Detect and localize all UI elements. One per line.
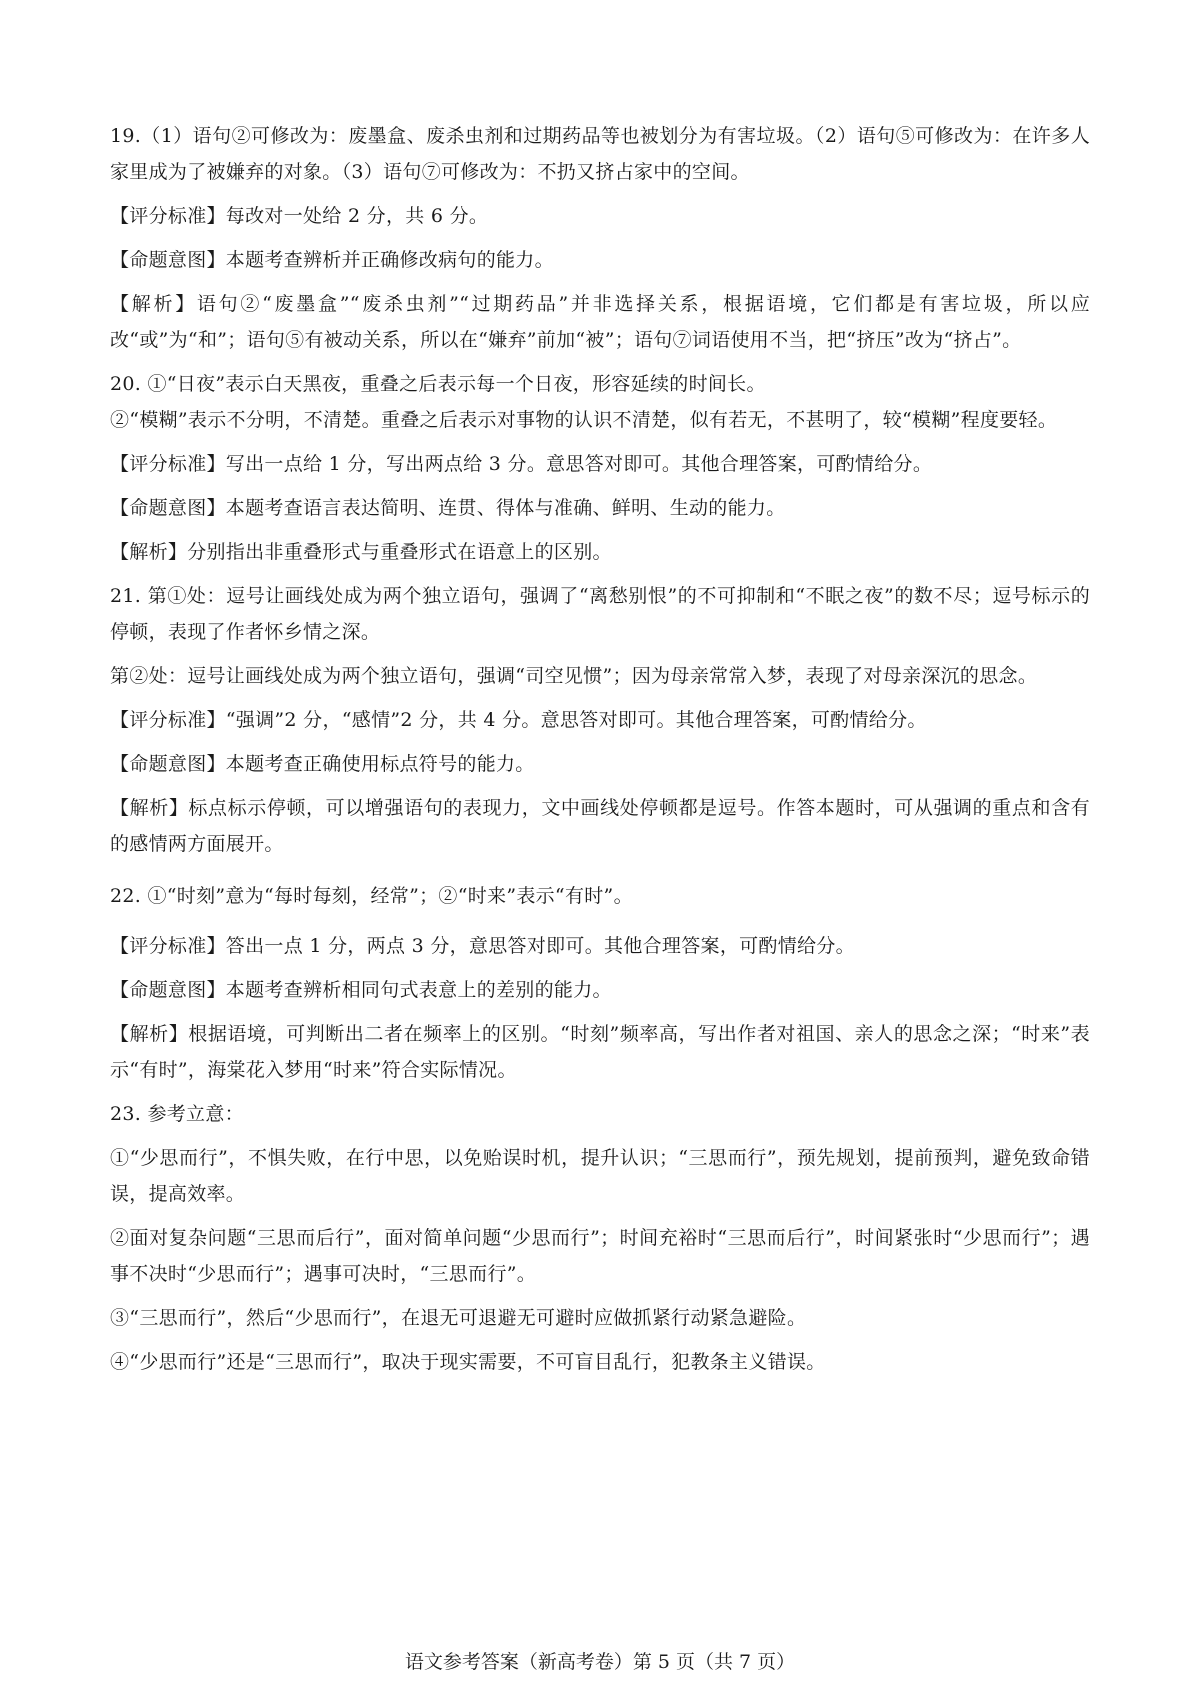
question-intent: 【命题意图】本题考查正确使用标点符号的能力。 [110,753,535,775]
q19-block [110,118,1090,190]
essay-idea: ③“三思而行”，然后“少思而行”，在退无可退避无可避时应做抓紧行动紧急避险。 [110,1307,807,1329]
q20-scoring [110,446,1090,482]
q23-point-3 [110,1300,1090,1336]
q20-intent [110,490,1090,526]
question-intent: 【命题意图】本题考查辨析并正确修改病句的能力。 [110,249,554,271]
q22-block [110,878,1090,914]
q21-analysis [110,790,1090,862]
scoring-standard: 【评分标准】写出一点给 1 分，写出两点给 3 分。意思答对即可。其他合理答案，可酌情给分。 [110,453,933,475]
page-footer: 语文参考答案（新高考卷）第 5 页（共 7 页） [404,1651,796,1673]
q20-block [110,366,1090,438]
q21-answer-part2: 第②处：逗号让画线处成为两个独立语句，强调“司空见惯”；因为母亲常常入梦，表现了对母亲深沉的思念。 [110,665,1038,687]
analysis: 【解析】根据语境，可判断出二者在频率上的区别。“时刻”频率高，写出作者对祖国、亲人的思念之深；“时来”表示“有时”，海棠花入梦用“时来”符合实际情况。 [110,1023,1090,1081]
q23-heading-block [110,1096,1090,1132]
q21-block-2 [110,658,1090,694]
q22-answer: 22. ①“时刻”意为“每时每刻，经常”；②“时来”表示“有时”。 [110,885,633,907]
q20-analysis [110,534,1090,570]
essay-idea: ②面对复杂问题“三思而后行”，面对简单问题“少思而行”；时间充裕时“三思而后行”，时间紧张时“少思而行”；遇事不决时“少思而行”；遇事可决时，“三思而行”。 [110,1227,1090,1285]
q21-block [110,578,1090,650]
q19-answer: 19.（1）语句②可修改为：废墨盒、废杀虫剂和过期药品等也被划分为有害垃圾。（2）语句⑤可修改为：在许多人家里成为了被嫌弃的对象。（3）语句⑦可修改为：不扔又挤占家中的空间。 [110,125,1090,183]
q19-analysis [110,286,1090,358]
q20-answer: 20. ①“日夜”表示白天黑夜，重叠之后表示每一个日夜，形容延续的时间长。 ②“模糊”表示不分明，不清楚。重叠之后表示对事物的认识不清楚，似有若无，不甚明了，较“模糊”程度要轻。 [110,373,1058,431]
scoring-standard: 【评分标准】每改对一处给 2 分，共 6 分。 [110,205,489,227]
q21-scoring [110,702,1090,738]
q19-intent [110,242,1090,278]
scoring-standard: 【评分标准】答出一点 1 分，两点 3 分，意思答对即可。其他合理答案，可酌情给分。 [110,935,855,957]
q19-scoring [110,198,1090,234]
q22-scoring [110,928,1090,964]
essay-idea: ①“少思而行”，不惧失败，在行中思，以免贻误时机，提升认识；“三思而行”，预先规划，提前预判，避免致命错误，提高效率。 [110,1147,1090,1205]
essay-idea: ④“少思而行”还是“三思而行”，取决于现实需要，不可盲目乱行，犯教条主义错误。 [110,1351,826,1373]
q22-intent [110,972,1090,1008]
q22-analysis [110,1016,1090,1088]
q23-point-4 [110,1344,1090,1380]
question-intent: 【命题意图】本题考查辨析相同句式表意上的差别的能力。 [110,979,612,1001]
analysis: 【解析】分别指出非重叠形式与重叠形式在语意上的区别。 [110,541,612,563]
q21-intent [110,746,1090,782]
scoring-standard: 【评分标准】“强调”2 分，“感情”2 分，共 4 分。意思答对即可。其他合理答案，可酌情给分。 [110,709,927,731]
q21-answer-part1: 21. 第①处：逗号让画线处成为两个独立语句，强调了“离愁别恨”的不可抑制和“不眠之夜”的数不尽；逗号标示的停顿，表现了作者怀乡情之深。 [110,585,1090,643]
q23-point-1 [110,1140,1090,1212]
analysis: 【解析】标点标示停顿，可以增强语句的表现力，文中画线处停顿都是逗号。作答本题时，可从强调的重点和含有的感情两方面展开。 [110,797,1090,855]
answer-content [110,118,1090,1388]
q23-point-2 [110,1220,1090,1292]
question-intent: 【命题意图】本题考查语言表达简明、连贯、得体与准确、鲜明、生动的能力。 [110,497,786,519]
q23-heading: 23. 参考立意： [110,1103,244,1125]
analysis: 【解析】语句②“废墨盒”“废杀虫剂”“过期药品”并非选择关系，根据语境，它们都是有害垃圾，所以应改“或”为“和”；语句⑤有被动关系，所以在“嫌弃”前加“被”；语句⑦词语使用不当，把“挤压”改为“挤占”。 [110,293,1090,351]
